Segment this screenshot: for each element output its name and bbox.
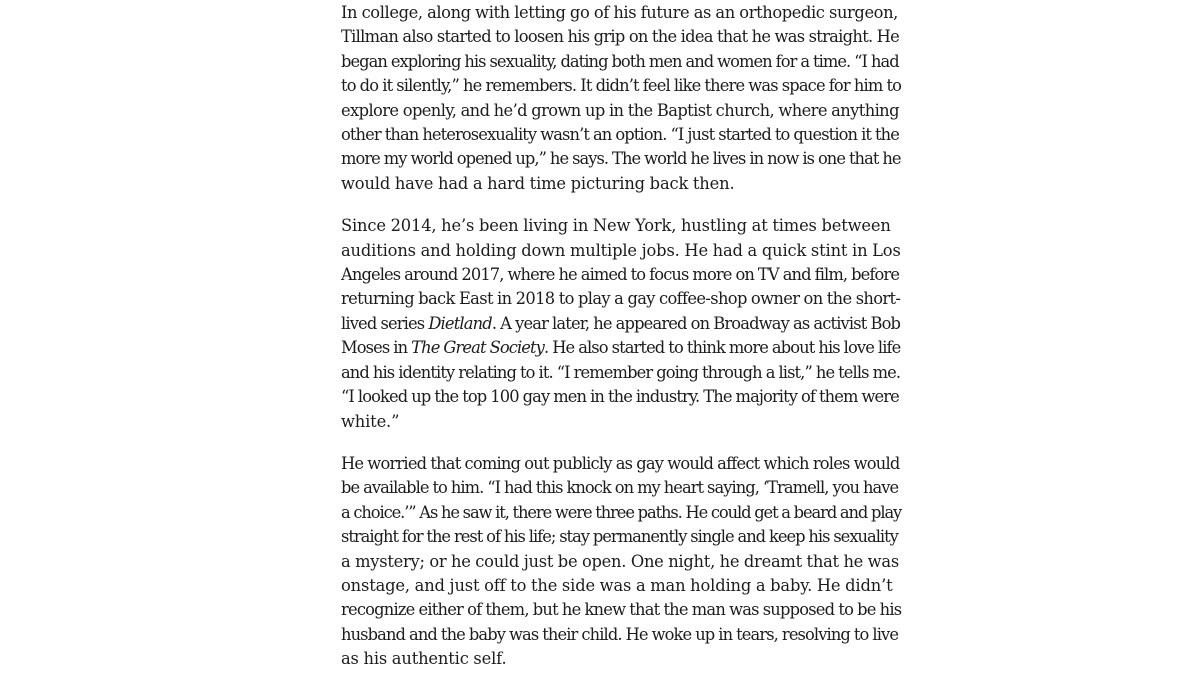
text-line: a choice.’” As he saw it, there were three paths. He could get a beard and play	[341, 502, 902, 522]
text-line: recognize either of them, but he knew that the man was supposed to be his	[341, 600, 902, 620]
text-line: straight for the rest of his life; stay permanently single and keep his sexuality	[341, 527, 898, 547]
text-line: began exploring his sexuality, dating both men and women for a time. “I had	[341, 51, 899, 71]
text-line: Angeles around 2017, where he aimed to focus more on TV and film, before	[341, 265, 900, 285]
text-line: Since 2014, he’s been living in New York, hustling at times between	[341, 216, 891, 236]
paragraph-new-york	[341, 214, 901, 434]
text-line: “I looked up the top 100 gay men in the industry. The majority of them were	[341, 387, 899, 407]
text-line: to do it silently,” he remembers. It didn’t feel like there was space for him to	[341, 76, 902, 96]
text-line: would have had a hard time picturing back then.	[341, 173, 735, 193]
text-line	[341, 336, 901, 360]
text-segment: . A year later, he appeared on Broadway as activist Bob	[491, 313, 901, 333]
text-line: more my world opened up,” he says. The world he lives in now is one that he	[341, 149, 901, 169]
text-line: returning back East in 2018 to play a gay coffee-shop owner on the short-	[341, 289, 901, 309]
text-line: as his authentic self.	[341, 649, 507, 669]
text-line	[341, 312, 901, 336]
text-line: husband and the baby was their child. He woke up in tears, resolving to live	[341, 624, 899, 644]
text-line: Tillman also started to loosen his grip on the idea that he was straight. He	[341, 27, 900, 47]
text-line: white.”	[341, 411, 400, 431]
text-line: auditions and holding down multiple jobs. He had a quick stint in Los	[341, 240, 901, 260]
text-segment: Moses in	[341, 338, 412, 358]
text-line: be available to him. “I had this knock on my heart saying, ‘Tramell, you have	[341, 478, 899, 498]
paragraph-coming-out	[341, 452, 901, 672]
play-title-great-society: The Great Society	[411, 338, 544, 358]
text-line: a mystery; or he could just be open. One night, he dreamt that he was	[341, 551, 899, 571]
text-line: and his identity relating to it. “I remember going through a list,” he tells me.	[341, 362, 901, 382]
article-body	[341, 1, 901, 690]
text-line: In college, along with letting go of his future as an orthopedic surgeon,	[341, 3, 898, 22]
text-line: explore openly, and he’d grown up in the Baptist church, where anything	[341, 100, 899, 120]
text-line: onstage, and just off to the side was a man holding a baby. He didn’t	[341, 575, 893, 595]
paragraph-college	[341, 1, 901, 196]
text-line: He worried that coming out publicly as gay would affect which roles would	[341, 453, 900, 473]
text-line: other than heterosexuality wasn’t an option. “I just started to question it the	[341, 125, 899, 145]
text-segment: . He also started to think more about his love life	[543, 338, 901, 358]
text-segment: lived series	[341, 313, 429, 333]
show-title-dietland: Dietland	[428, 313, 492, 333]
